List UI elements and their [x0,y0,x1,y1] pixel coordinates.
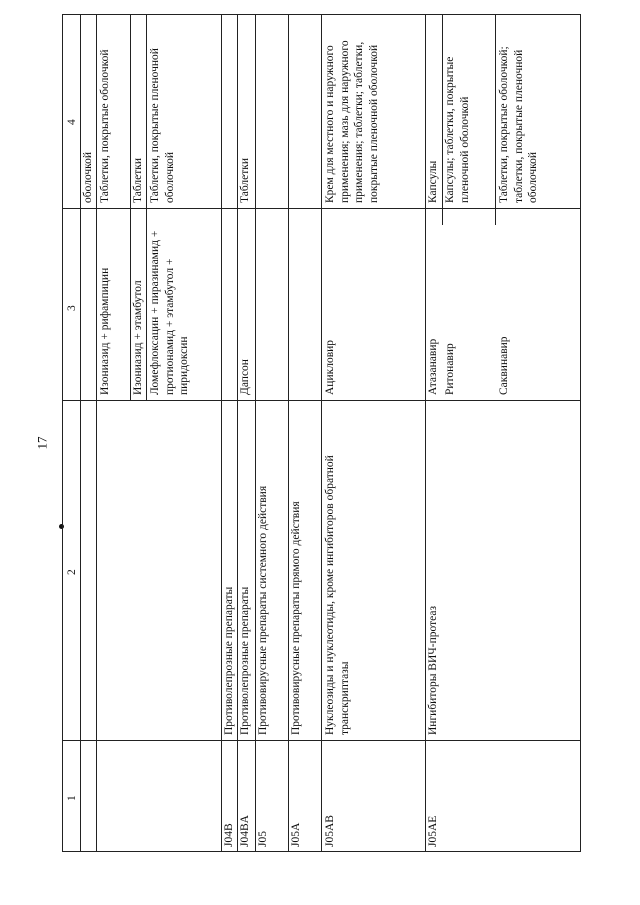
cell-group-j05ab: Нуклеозиды и нуклеотиды, кроме ингибиторов обратной транскриптазы [324,455,351,735]
row-sep-11 [495,15,496,225]
cell-form-izo-rif: Таблетки, покрытые оболочкой [99,49,111,203]
cell-name-j04ba: Дапсон [239,359,251,395]
cell-form-saqu: Таблетки, покрытые оболочкой; таблетки, покрытые пленочной оболочкой [498,46,539,203]
cell-group-j05ae: Ингибиторы ВИЧ-протеаз [427,605,439,735]
cell-form-izo-eta: Таблетки [132,157,144,203]
cell-name-saqu: Саквинавир [498,336,510,395]
cell-name-j05ab: Ацикловир [324,339,336,395]
header-col4: 4 [66,119,78,125]
header-col2: 2 [66,569,78,575]
drug-table [62,14,581,852]
cell-code-j05ae: J05AE [427,815,439,847]
cell-form-j05ab: Крем для местного и наружного применения; мазь для наружного применения; таблетки; таблетки, покрытые пленочной оболочкой [324,40,380,203]
cell-group-j05a: Противовирусные препараты прямого действия [290,501,302,735]
cell-code-j05: J05 [257,831,269,847]
col-sep-3-4 [63,208,580,209]
cell-code-j04b: J04B [223,823,235,847]
cell-form-cont: оболочкой [82,151,94,203]
cell-form-j04ba: Таблетки [239,157,251,203]
row-sep-header [80,15,81,851]
cell-group-j04b: Противолепрозные препараты [223,586,235,735]
row-sep-8 [321,15,322,851]
row-sep-1 [96,15,97,851]
cell-name-lome: Ломефлоксацин + пиразинамид + протионамид + этамбутол + пиридоксин [149,230,190,395]
cell-name-ataz: Атазанавир [427,338,439,395]
cell-name-izo-rif: Изониазид + рифампицин [99,267,111,395]
cell-group-j04ba: Противолепрозные препараты [239,586,251,735]
cell-name-rito: Ритонавир [444,343,456,395]
cell-name-izo-eta: Изониазид + этамбутол [132,280,144,395]
cell-code-j05ab: J05AB [324,815,336,847]
cell-form-ataz: Капсулы [427,160,439,203]
cell-form-lome: Таблетки, покрытые пленочной оболочкой [149,48,176,203]
cell-code-j04ba: J04BA [239,815,251,847]
cell-form-rito: Капсулы; таблетки, покрытые пленочной оболочкой [444,56,471,203]
page-number: 17 [34,436,50,450]
cell-code-j05a: J05A [290,822,302,847]
header-col3: 3 [66,305,78,311]
col-sep-1-2 [63,740,580,741]
col-sep-2-3 [63,400,580,401]
header-col1: 1 [66,795,78,801]
cell-group-j05: Противовирусные препараты системного действия [257,485,269,735]
